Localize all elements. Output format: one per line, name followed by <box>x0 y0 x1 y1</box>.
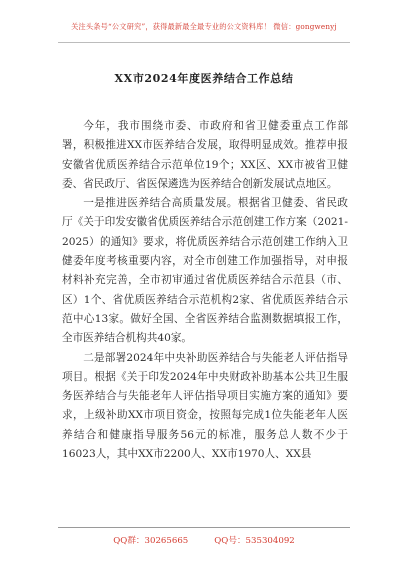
header-divider <box>58 42 350 43</box>
document-body <box>62 117 348 464</box>
paragraph-point-one: 一是推进医养结合高质量发展。根据省卫健委、省民政厅《关于印发安徽省优质医养结合示范创建工作方案（2021-2025）的通知》要求，将优质医养结合示范创建工作纳入卫健委年度考核重要内容，对全市创建工作加强指导，对申报材料补充完善，全市初审通过省优质医养结合示范县（市、区）1个、省优质医养结合示范机构2家、省优质医养结合示范中心13家。做好全国、全省医养结合监测数据填报工作，全市医养结合机构共40家。 <box>62 197 348 345</box>
footer-qq-group: QQ群：30265665 <box>113 536 189 546</box>
header-promo-note: 关注头条号“公文研究”，获得最新最全最专业的公文资料库！ 微信：gongwenyj <box>71 22 337 31</box>
footer-qq-number: QQ号：535304092 <box>214 536 295 546</box>
document-title: XX市2024年度医养结合工作总结 <box>114 72 294 85</box>
footer-divider <box>58 527 350 528</box>
paragraph-intro: 今年，我市围绕市委、市政府和省卫健委重点工作部署，积极推进XX市医养结合发展，取得明显成效。推荐申报安徽省优质医养结合示范单位19个；XX区、XX市被省卫健委、省民政厅、省医保遴选为医养结合创新发展试点地区。 <box>62 120 348 190</box>
footer-contact <box>0 534 408 546</box>
paragraph-point-two: 二是部署2024年中央补助医养结合与失能老人评估指导项目。根据《关于印发2024年中央财政补助基本公共卫生服务医养结合与失能老年人评估指导项目实施方案的通知》要求，上级补助XX市项目资金，按照每完成1位失能老年人医养结合和健康指导服务56元的标准，服务总人数不少于16023人，其中XX市2200人、XX市1970人、XX县 <box>62 351 348 461</box>
